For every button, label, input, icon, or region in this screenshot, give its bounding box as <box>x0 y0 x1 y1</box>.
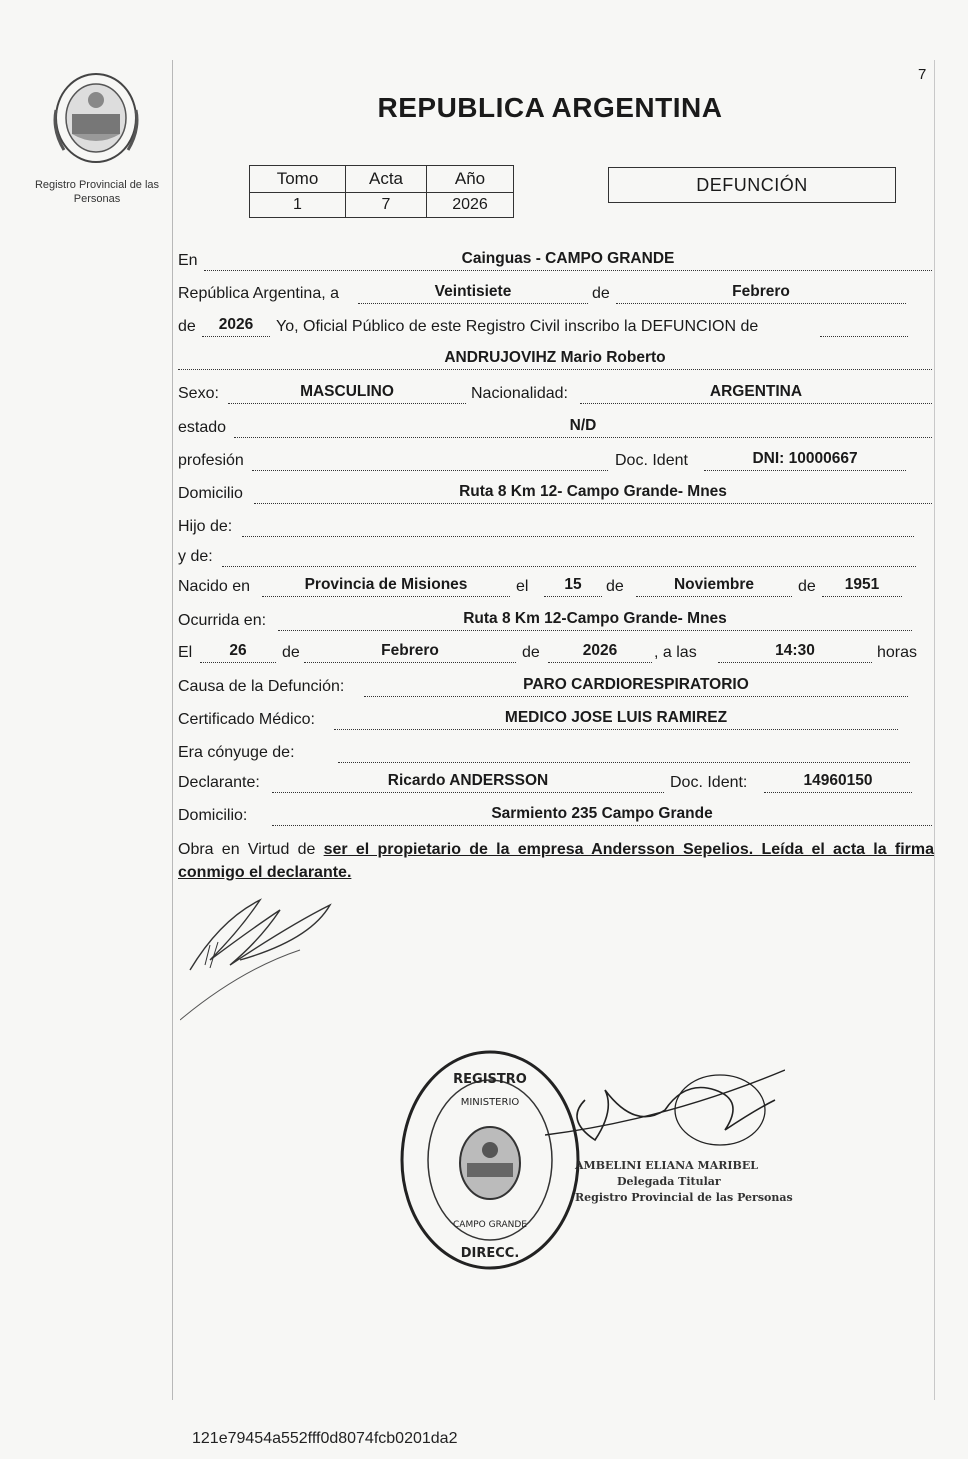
inscribo-fill <box>820 318 908 337</box>
row-profesion <box>178 452 908 474</box>
row-decl-domicilio <box>178 807 934 829</box>
mes-value: Febrero <box>616 285 906 304</box>
de-label: de <box>592 285 610 302</box>
acta-header: Acta <box>346 166 427 193</box>
nac-de1-label: de <box>606 578 624 595</box>
row-sexo <box>178 385 934 407</box>
nac-dia-value: 15 <box>544 578 602 597</box>
domicilio-value: Ruta 8 Km 12- Campo Grande- Mnes <box>254 485 932 504</box>
estado-label: estado <box>178 419 227 436</box>
doc-label: Doc. Ident <box>615 452 688 469</box>
anio-value: 2026 <box>427 193 514 218</box>
declarante-value: Ricardo ANDERSSON <box>272 774 664 793</box>
row-en <box>178 252 934 274</box>
sexo-label: Sexo: <box>178 385 219 402</box>
obra-text: ser el propietario de la empresa Andersson Sepelios. Leída el acta la firma conmigo el declarante. <box>178 841 934 881</box>
ocurrida-label: Ocurrida en: <box>178 612 267 629</box>
conyuge-label: Era cónyuge de: <box>178 744 295 761</box>
institution-label: Registro Provincial de las Personas <box>34 179 160 205</box>
dia-value: Veintisiete <box>358 285 588 304</box>
hijo-value <box>242 518 914 537</box>
row-anio <box>178 318 910 340</box>
row-nacido <box>178 578 908 600</box>
nac-de2-label: de <box>798 578 816 595</box>
row-fecha-defuncion <box>178 644 924 666</box>
anio-header: Año <box>427 166 514 193</box>
decl-doc-label: Doc. Ident: <box>670 774 748 791</box>
def-de2-label: de <box>522 644 540 661</box>
obra-label: Obra en Virtud de <box>178 841 316 858</box>
seal-inner-text: MINISTERIO <box>460 1097 520 1108</box>
hijo-label: Hijo de: <box>178 518 233 535</box>
nac-mes-value: Noviembre <box>636 578 792 597</box>
row-certificado <box>178 711 900 733</box>
seal-top-text: REGISTRO <box>453 1072 527 1087</box>
province-seal-logo <box>50 70 142 166</box>
decl-domicilio-label: Domicilio: <box>178 807 248 824</box>
row-ocurrida <box>178 612 914 634</box>
def-de1-label: de <box>282 644 300 661</box>
nacido-label: Nacido en <box>178 578 251 595</box>
causa-label: Causa de la Defunción: <box>178 678 345 695</box>
yde-label: y de: <box>178 548 213 565</box>
yde-value <box>222 548 916 567</box>
el-label: el <box>516 578 529 595</box>
seal-bottom-text: CAMPO GRANDE <box>453 1220 527 1230</box>
certificado-value: MEDICO JOSE LUIS RAMIREZ <box>334 711 898 730</box>
row-yde <box>178 548 918 570</box>
row-estado <box>178 419 934 441</box>
row-declarante <box>178 774 914 796</box>
nombre-value: ANDRUJOVIHZ Mario Roberto <box>178 351 932 370</box>
def-mes-value: Febrero <box>304 644 516 663</box>
official-signature <box>545 1060 785 1160</box>
causa-value: PARO CARDIORESPIRATORIO <box>364 678 908 697</box>
declarante-label: Declarante: <box>178 774 260 791</box>
left-margin-line <box>172 60 173 1400</box>
right-margin-line <box>934 60 935 1400</box>
document-hash: 121e79454a552fff0d8074fcb0201da2 <box>192 1430 458 1447</box>
register-table <box>249 165 514 218</box>
a-las-label: , a las <box>654 644 697 661</box>
tomo-value: 1 <box>250 193 346 218</box>
ocurrida-value: Ruta 8 Km 12-Campo Grande- Mnes <box>278 612 912 631</box>
nacionalidad-value: ARGENTINA <box>580 385 932 404</box>
de-anio-label: de <box>178 318 196 335</box>
decl-doc-value: 14960150 <box>764 774 912 793</box>
hora-value: 14:30 <box>718 644 872 663</box>
horas-label: horas <box>877 644 918 661</box>
domicilio-label: Domicilio <box>178 485 243 502</box>
def-anio-value: 2026 <box>548 644 652 663</box>
doc-value: DNI: 10000667 <box>704 452 906 471</box>
anio-value: 2026 <box>202 318 270 337</box>
page-title: REPUBLICA ARGENTINA <box>377 92 723 123</box>
en-label: En <box>178 252 198 269</box>
declarant-signature <box>180 890 340 1030</box>
row-causa <box>178 678 910 700</box>
row-conyuge <box>178 744 912 766</box>
nac-anio-value: 1951 <box>822 578 902 597</box>
republica-label: República Argentina, a <box>178 285 339 302</box>
acta-value: 7 <box>346 193 427 218</box>
row-fecha <box>178 285 908 307</box>
certificado-label: Certificado Médico: <box>178 711 315 728</box>
nacido-value: Provincia de Misiones <box>262 578 510 597</box>
row-nombre <box>178 351 934 373</box>
sexo-value: MASCULINO <box>228 385 466 404</box>
official-office: Registro Provincial de las Personas <box>575 1191 793 1204</box>
tomo-header: Tomo <box>250 166 346 193</box>
El-label: El <box>178 644 193 661</box>
row-hijo <box>178 518 916 540</box>
row-domicilio <box>178 485 934 507</box>
nacionalidad-label: Nacionalidad: <box>471 385 568 402</box>
decl-domicilio-value: Sarmiento 235 Campo Grande <box>272 807 932 826</box>
official-name-stamp <box>575 1158 793 1206</box>
obra-en-virtud <box>178 838 934 884</box>
estado-value: N/D <box>234 419 932 438</box>
seal-base-text: DIRECC. <box>460 1246 520 1261</box>
profesion-label: profesión <box>178 452 244 469</box>
inscribo-text: Yo, Oficial Público de este Registro Civil inscribo la DEFUNCION de <box>276 318 759 335</box>
conyuge-value <box>338 744 910 763</box>
official-role: Delegada Titular <box>617 1175 721 1188</box>
official-name: AMBELINI ELIANA MARIBEL <box>575 1159 758 1172</box>
def-dia-value: 26 <box>200 644 276 663</box>
profesion-value <box>252 452 608 471</box>
record-type-box: DEFUNCIÓN <box>608 167 896 203</box>
en-value: Cainguas - CAMPO GRANDE <box>204 252 932 271</box>
page-number: 7 <box>918 66 927 83</box>
